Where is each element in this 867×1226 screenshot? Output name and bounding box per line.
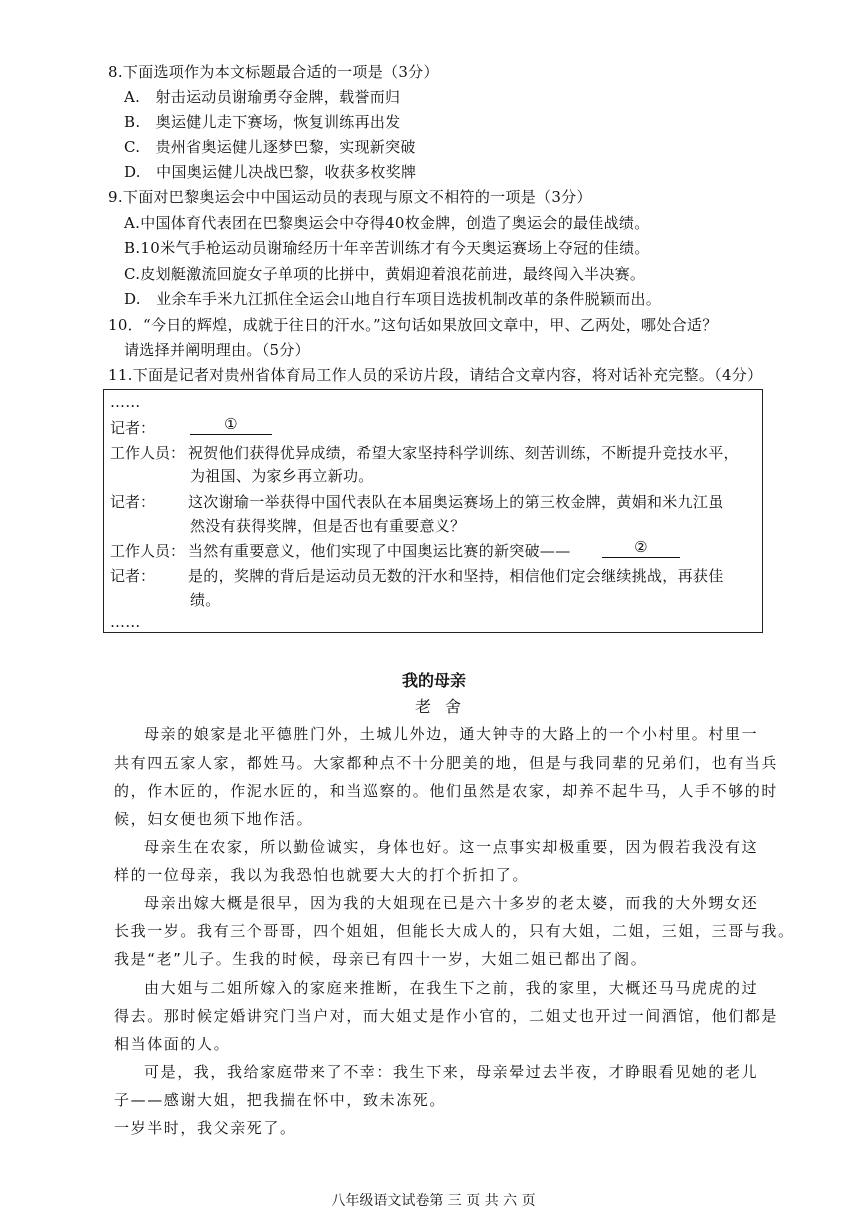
q9-option-b: B.10米气手枪运动员谢瑜经历十年辛苦训练才有今天奥运赛场上夺冠的佳绩。 bbox=[124, 239, 650, 257]
dialog-reporter-line-2: 然没有获得奖牌，但是否也有重要意义？ bbox=[190, 517, 466, 535]
dialog-staff-line-2: 为祖国、为家乡再立新功。 bbox=[190, 467, 374, 485]
article-line: 我是“老”儿子。生我的时候，母亲已有四十一岁，大姐二姐已都出了阁。 bbox=[114, 950, 648, 968]
q8-option-b: B. 奥运健儿走下赛场，恢复训练再出发 bbox=[124, 113, 401, 131]
dialog-speaker-reporter: 记者： bbox=[110, 419, 156, 437]
q8-option-a: A. 射击运动员谢瑜勇夺金牌，载誉而归 bbox=[124, 88, 401, 106]
article-line: 样的一位母亲，我以为我恐怕也就要大大的打个折扣了。 bbox=[114, 866, 530, 884]
article-line: 共有四五家人家，都姓马。大家都种点不十分肥美的地，但是与我同辈的兄弟们，也有当兵 bbox=[114, 754, 779, 772]
q10-line1: 10．“今日的辉煌，成就于往日的汗水。”这句话如果放回文章中，甲、乙两处，哪处合适？ bbox=[108, 316, 718, 334]
dialog-speaker-reporter: 记者： bbox=[110, 493, 156, 511]
article-line: 的，作木匠的，作泥水匠的，和当巡察的。他们虽然是农家，却养不起牛马，人手不够的时 bbox=[114, 782, 779, 800]
article-author: 老舍 bbox=[415, 697, 476, 716]
dialog-speaker-reporter: 记者： bbox=[110, 567, 156, 585]
dialog-ellipsis-bottom: …… bbox=[110, 613, 141, 631]
dialog-speaker-staff: 工作人员： bbox=[110, 444, 186, 462]
article-line: 子——感谢大姐，把我揣在怀中，致未冻死。 bbox=[114, 1091, 447, 1109]
q9-option-a: A.中国体育代表团在巴黎奥运会中夺得40枚金牌，创造了奥运会的最佳战绩。 bbox=[124, 214, 650, 232]
dialog-reporter-line-3: 是的，奖牌的背后是运动员无数的汗水和坚持，相信他们定会继续挑战，再获佳 bbox=[188, 567, 724, 585]
dialog-reporter-line-4: 绩。 bbox=[190, 591, 221, 609]
article-line: 长我一岁。我有三个哥哥，四个姐姐，但能长大成人的，只有大姐，二姐，三姐，三哥与我。 bbox=[114, 922, 795, 940]
article-line: 候，妇女便也须下地作活。 bbox=[114, 810, 314, 828]
q9-option-c: C.皮划艇激流回旋女子单项的比拼中，黄娟迎着浪花前进，最终闯入半决赛。 bbox=[124, 265, 646, 283]
q9-option-d: D. 业余车手米九江抓住全运会山地自行车项目选拔机制改革的条件脱颖而出。 bbox=[124, 290, 662, 308]
q10-line2: 请选择并阐明理由。（5分） bbox=[124, 341, 310, 359]
article-line: 母亲的娘家是北平德胜门外，土城儿外边，通大钟寺的大路上的一个小村里。村里一 bbox=[144, 725, 759, 743]
article-line: 由大姐与二姐所嫁入的家庭来推断，在我生下之前，我的家里，大概还马马虎虎的过 bbox=[144, 979, 759, 997]
article-line: 母亲生在农家，所以勤俭诚实，身体也好。这一点事实却极重要，因为假若我没有这 bbox=[144, 838, 759, 856]
answer-blank-2-label: ② bbox=[602, 537, 680, 558]
article-line: 得去。那时候定婚讲究门当户对，而大姐丈是作小官的，二姐丈也开过一间酒馆，他们都是 bbox=[114, 1007, 779, 1025]
answer-blank-2[interactable] bbox=[602, 537, 680, 558]
dialog-ellipsis-top: …… bbox=[110, 393, 141, 411]
q8-option-d: D. 中国奥运健儿决战巴黎，收获多枚奖牌 bbox=[124, 163, 417, 181]
article-title: 我的母亲 bbox=[402, 671, 467, 690]
article-line: 可是，我，我给家庭带来了不幸：我生下来，母亲晕过去半夜，才睁眼看见她的老儿 bbox=[144, 1063, 759, 1081]
page-footer: 八年级语文试卷第 三 页 共 六 页 bbox=[331, 1193, 536, 1209]
q9-stem: 9.下面对巴黎奥运会中中国运动员的表现与原文不相符的一项是（3分） bbox=[108, 188, 592, 206]
answer-blank-1-label: ① bbox=[190, 414, 272, 435]
dialog-staff-line-3: 当然有重要意义，他们实现了中国奥运比赛的新突破—— bbox=[188, 542, 571, 560]
dialog-speaker-staff: 工作人员： bbox=[110, 542, 186, 560]
dialog-staff-line-1: 祝贺他们获得优异成绩，希望大家坚持科学训练、刻苦训练，不断提升竞技水平， bbox=[188, 444, 739, 462]
answer-blank-1[interactable] bbox=[190, 414, 272, 435]
q11-stem: 11.下面是记者对贵州省体育局工作人员的采访片段，请结合文章内容，将对话补充完整。（4分） bbox=[108, 366, 763, 384]
q8-stem: 8.下面选项作为本文标题最合适的一项是（3分） bbox=[108, 63, 439, 81]
q8-option-c: C. 贵州省奥运健儿逐梦巴黎，实现新突破 bbox=[124, 138, 416, 156]
dialog-reporter-line-1: 这次谢瑜一举获得中国代表队在本届奥运赛场上的第三枚金牌，黄娟和米九江虽 bbox=[188, 493, 724, 511]
article-line: 相当体面的人。 bbox=[114, 1035, 231, 1053]
article-line: 母亲出嫁大概是很早，因为我的大姐现在已是六十多岁的老太婆，而我的大外甥女还 bbox=[144, 894, 759, 912]
article-line: 一岁半时，我父亲死了。 bbox=[114, 1119, 297, 1137]
